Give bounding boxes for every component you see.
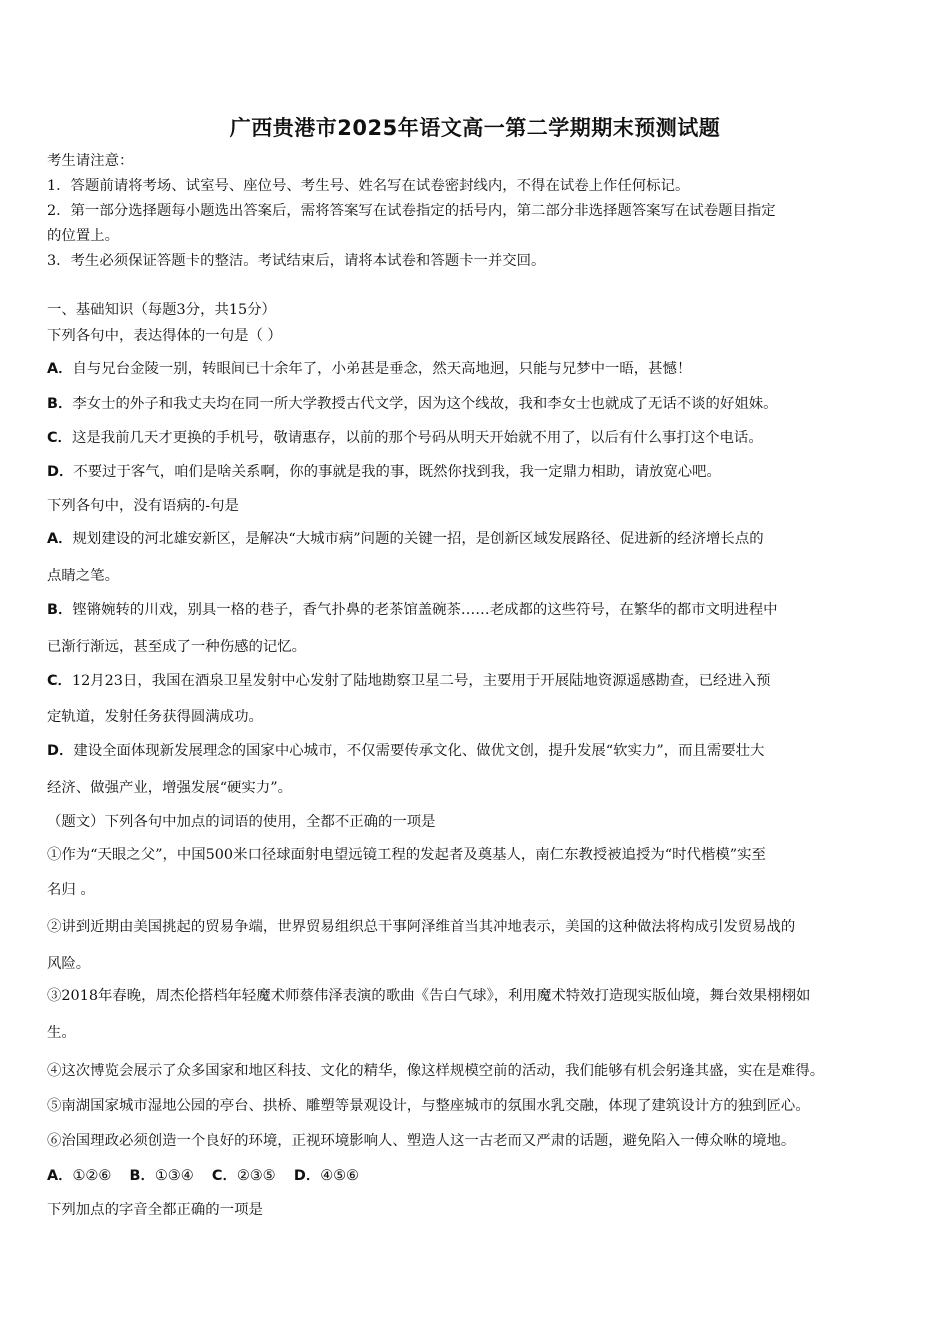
numbered-item: ①作为“天眼之父”，中国500米口径球面射电望远镜工程的发起者及奠基人，南仁东教授被追授为“时代楷模”实至 <box>47 847 766 863</box>
notice-item: 1．答题前请将考场、试室号、座位号、考生号、姓名写在试卷密封线内，不得在试卷上作任何标记。 <box>47 178 690 194</box>
option-label: B． <box>47 396 73 412</box>
numbered-item: ④这次博览会展示了众多国家和地区科技、文化的精华，像这样规模空前的活动，我们能够有机会躬逢其盛，实在是难得。 <box>47 1063 825 1079</box>
choice-text: ②③⑤ <box>236 1168 276 1184</box>
notice-item: 3．考生必须保证答题卡的整洁。考试结束后，请将本试卷和答题卡一并交回。 <box>47 253 546 269</box>
item-continuation: 风险。 <box>47 956 91 972</box>
option-c <box>47 672 771 690</box>
option-text: 铿锵婉转的川戏，别具一格的巷子，香气扑鼻的老茶馆盖碗茶……老成都的这些符号，在繁华的都市文明进程中 <box>72 602 778 618</box>
choice-text: ①②⑥ <box>72 1168 112 1184</box>
option-text: 规划建设的河北雄安新区，是解决“大城市病”问题的关键一招，是创新区域发展路径、促进新的经济增长点的 <box>72 531 764 547</box>
question-stem: （题文）下列各句中加点的词语的使用，全都不正确的一项是 <box>47 814 436 830</box>
option-label: B． <box>47 602 73 618</box>
option-b <box>47 601 778 619</box>
option-d <box>47 742 764 760</box>
item-continuation: 名归 。 <box>47 882 95 898</box>
answer-choices <box>47 1167 359 1185</box>
question-stem: 下列加点的字音全都正确的一项是 <box>47 1202 263 1218</box>
option-text: 自与兄台金陵一别，转眼间已十余年了，小弟甚是垂念，然天高地迥，只能与兄梦中一晤，甚憾！ <box>72 361 692 377</box>
notice-item: 的位置上。 <box>47 228 119 244</box>
option-label: A． <box>47 361 73 377</box>
option-label: A． <box>47 531 73 547</box>
question-stem: 下列各句中，没有语病的-句是 <box>47 498 239 514</box>
option-label: C． <box>47 430 72 446</box>
choice-label: B． <box>129 1168 155 1184</box>
option-label: D． <box>47 464 74 480</box>
notice-item: 2．第一部分选择题每小题选出答案后，需将答案写在试卷指定的括号内，第二部分非选择题答案写在试卷题目指定 <box>47 203 776 219</box>
option-text: 不要过于客气，咱们是啥关系啊，你的事就是我的事，既然你找到我，我一定鼎力相助，请放宽心吧。 <box>73 464 721 480</box>
option-a <box>47 360 691 378</box>
choice-label: A． <box>47 1168 73 1184</box>
option-continuation: 点睛之笔。 <box>47 568 119 584</box>
option-text: 李女士的外子和我丈夫均在同一所大学教授古代文学，因为这个线故，我和李女士也就成了无话不谈的好姐妹。 <box>72 396 778 412</box>
option-continuation: 定轨道，发射任务获得圆满成功。 <box>47 709 263 725</box>
option-c <box>47 429 763 447</box>
numbered-item: ③2018年春晚，周杰伦搭档年轻魔术师蔡伟泽表演的歌曲《告白气球》，利用魔术特效打造现实版仙境，舞台效果栩栩如 <box>47 988 811 1004</box>
question-stem: 下列各句中，表达得体的一句是（ ） <box>47 328 282 344</box>
option-text: 12月23日，我国在酒泉卫星发射中心发射了陆地勘察卫星二号，主要用于开展陆地资源遥感勘查，已经进入预 <box>71 673 771 689</box>
choice-label: C． <box>211 1168 237 1184</box>
numbered-item: ②讲到近期由美国挑起的贸易争端，世界贸易组织总干事阿泽维首当其冲地表示，美国的这种做法将构成引发贸易战的 <box>47 919 796 935</box>
option-d <box>47 463 721 481</box>
option-label: C． <box>47 673 72 689</box>
option-label: D． <box>47 743 74 759</box>
item-continuation: 生。 <box>47 1025 76 1041</box>
option-continuation: 经济、做强产业，增强发展“硬实力”。 <box>47 780 292 796</box>
notice-heading: 考生请注意： <box>47 153 134 169</box>
option-text: 这是我前几天才更换的手机号，敬请惠存，以前的那个号码从明天开始就不用了，以后有什么事打这个电话。 <box>71 430 763 446</box>
section-heading: 一、基础知识（每题3分，共15分） <box>47 302 276 318</box>
option-a <box>47 530 764 548</box>
option-b <box>47 395 778 413</box>
choice-label: D． <box>293 1168 321 1184</box>
choice-text: ①③④ <box>154 1168 194 1184</box>
option-text: 建设全面体现新发展理念的国家中心城市，不仅需要传承文化、做优文创，提升发展“软实力”，而且需要壮大 <box>73 743 765 759</box>
page-title: 广西贵港市2025年语文高一第二学期期末预测试题 <box>229 116 721 140</box>
numbered-item: ⑤南湖国家城市湿地公园的亭台、拱桥、雕塑等景观设计，与整座城市的氛围水乳交融，体现了建筑设计方的独到匠心。 <box>47 1098 810 1114</box>
numbered-item: ⑥治国理政必须创造一个良好的环境，正视环境影响人、塑造人这一古老而又严肃的话题，避免陷入一傅众咻的境地。 <box>47 1133 796 1149</box>
choice-text: ④⑤⑥ <box>320 1168 359 1184</box>
option-continuation: 已渐行渐远，甚至成了一种伤感的记忆。 <box>47 639 307 655</box>
